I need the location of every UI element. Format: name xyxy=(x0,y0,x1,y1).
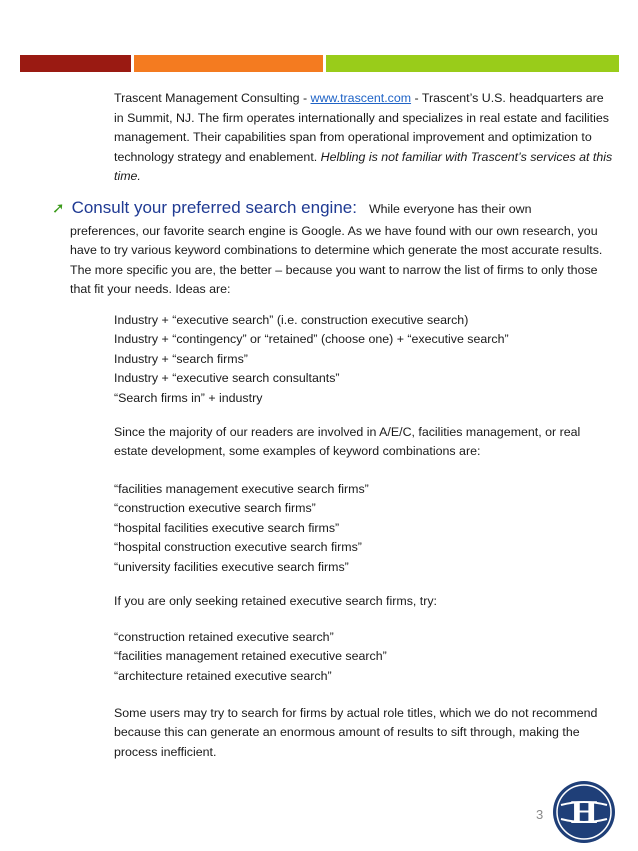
list-item: Industry + “executive search” (i.e. construction executive search) xyxy=(114,313,469,327)
list-item: “Search firms in” + industry xyxy=(114,390,263,405)
stripe-red xyxy=(20,55,131,72)
examples-list xyxy=(114,480,609,577)
search-engine-section xyxy=(52,198,612,300)
list-item: “hospital facilities executive search firms” xyxy=(114,520,340,535)
retained-intro xyxy=(114,592,609,611)
helbling-note: Helbling is not familiar with Trascent’s services at this time. xyxy=(114,149,613,184)
helbling-logo-icon xyxy=(551,779,617,845)
list-item: “hospital construction executive search firms” xyxy=(114,540,362,555)
logo-letter: H xyxy=(569,796,599,831)
closing-paragraph xyxy=(114,704,609,762)
stripe-green xyxy=(326,55,619,72)
list-item: Industry + “search firms” xyxy=(114,351,248,366)
section-lead: While everyone has their own xyxy=(368,202,532,216)
section-body: preferences, our favorite search engine is Google. As we have found with our own research, you have to try various keyword combinations to determine which generate the most accurate results. The more specific you are, the better – because you want to narrow the list of firms to only those that fit your needs. Ideas are: xyxy=(70,223,603,297)
page-number: 3 xyxy=(536,807,544,822)
trascent-paragraph xyxy=(114,89,614,187)
list-item: “architecture retained executive search” xyxy=(114,668,332,683)
header-color-stripe xyxy=(20,55,619,72)
list-item: “construction retained executive search” xyxy=(114,630,334,644)
closing-text: Some users may try to search for firms by actual role titles, which we do not recommend because this can generate an enormous amount of results to sift through, making the process inefficient. xyxy=(114,706,598,759)
firm-name: Trascent Management Consulting - xyxy=(114,91,311,105)
list-item: Industry + “contingency” or “retained” (choose one) + “executive search” xyxy=(114,332,509,347)
arrow-bullet-icon: ➚ xyxy=(52,200,65,217)
list-item: “facilities management retained executive search” xyxy=(114,649,387,664)
stripe-orange xyxy=(134,55,323,72)
ideas-list xyxy=(114,311,609,408)
section-heading: Consult your preferred search engine: xyxy=(71,198,357,217)
retained-intro-text: If you are only seeking retained executive search firms, try: xyxy=(114,594,437,608)
since-paragraph xyxy=(114,423,609,462)
list-item: Industry + “executive search consultants” xyxy=(114,371,340,386)
retained-examples-list xyxy=(114,628,609,686)
list-item: “university facilities executive search firms” xyxy=(114,559,349,574)
list-item: “construction executive search firms” xyxy=(114,501,316,516)
since-text: Since the majority of our readers are involved in A/E/C, facilities management, or real estate development, some examples of keyword combinations are: xyxy=(114,425,581,459)
trascent-link[interactable]: www.trascent.com xyxy=(310,91,412,105)
list-item: “facilities management executive search firms” xyxy=(114,482,369,496)
firm-description: - Trascent’s U.S. headquarters are in Summit, NJ. The firm operates internationally and specializes in real estate and facilities management. Their capabilities span from operational improvement and optimization to technology strategy and enablement. xyxy=(114,91,609,164)
